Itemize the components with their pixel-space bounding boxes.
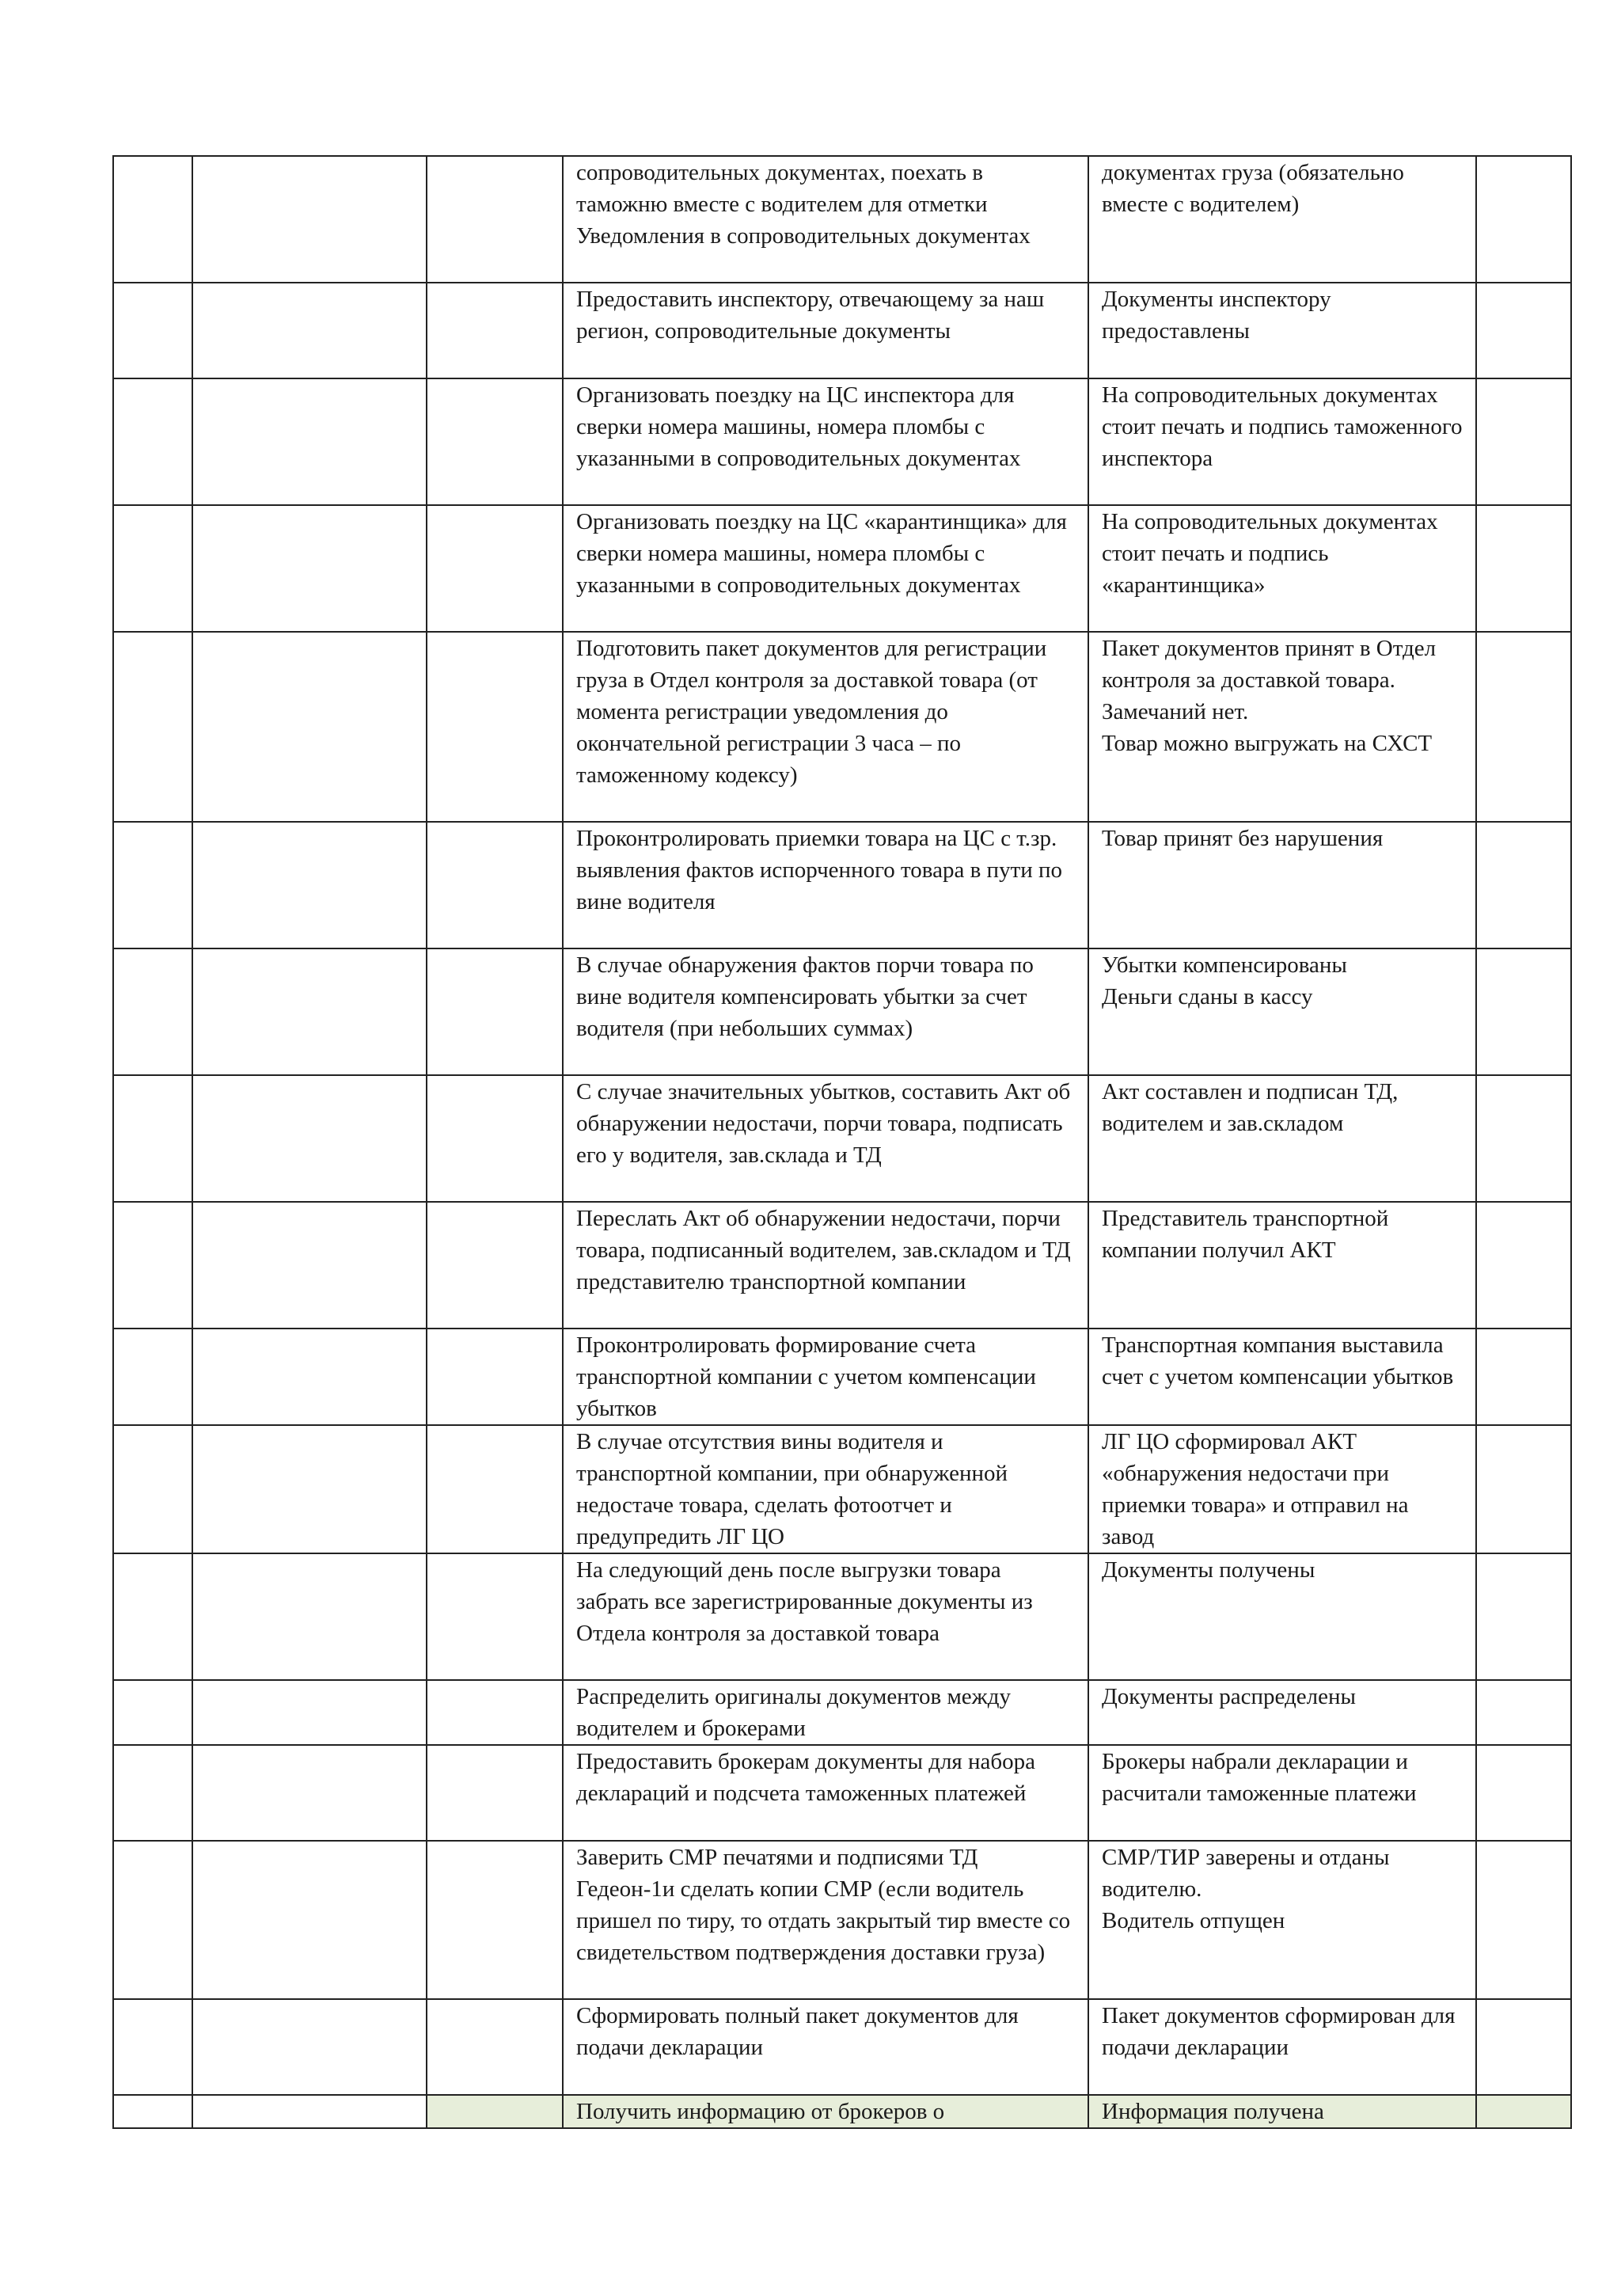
result-cell: Информация получена [1088,2095,1476,2128]
empty-cell [192,1202,427,1329]
empty-cell [113,1202,192,1329]
table-row [113,632,1571,822]
table-row [113,1999,1571,2095]
empty-cell [427,1841,563,1999]
result-cell: Документы распределены [1088,1680,1476,1745]
result-cell: Брокеры набрали декларации и расчитали таможенные платежи [1088,1745,1476,1841]
empty-cell [113,822,192,948]
empty-cell [427,632,563,822]
result-cell: Акт составлен и подписан ТД, водителем и зав.складом [1088,1075,1476,1202]
empty-cell [427,1329,563,1425]
empty-cell [1476,1553,1571,1680]
empty-cell [192,1329,427,1425]
table-row [113,822,1571,948]
empty-cell [192,156,427,283]
result-cell: документах груза (обязательно вместе с водителем) [1088,156,1476,283]
empty-cell [427,378,563,505]
empty-cell [113,505,192,632]
result-cell: ЛГ ЦО сформировал АКТ «обнаружения недостачи при приемки товара» и отправил на завод [1088,1425,1476,1553]
empty-cell [192,283,427,378]
table-row [113,1425,1571,1553]
table-row [113,1075,1571,1202]
action-cell: Заверить СМР печатями и подписями ТД Гедеон-1и сделать копии СМР (если водитель пришел по тиру, то отдать закрытый тир вместе со свидетельством подтверждения доставки груза) [563,1841,1088,1999]
result-cell: СМР/ТИР заверены и отданы водителю. Водитель отпущен [1088,1841,1476,1999]
empty-cell [113,156,192,283]
action-cell: Подготовить пакет документов для регистрации груза в Отдел контроля за доставкой товара (от момента регистрации уведомления до окончательной регистрации 3 часа – по таможенному кодексу) [563,632,1088,822]
empty-cell [1476,283,1571,378]
action-cell: Предоставить инспектору, отвечающему за наш регион, сопроводительные документы [563,283,1088,378]
action-cell: Проконтролировать приемки товара на ЦС с т.зр. выявления фактов испорченного товара в пути по вине водителя [563,822,1088,948]
empty-cell [1476,2095,1571,2128]
table-row [113,378,1571,505]
action-cell: В случае отсутствия вины водителя и транспортной компании, при обнаруженной недостаче товара, сделать фотоотчет и предупредить ЛГ ЦО [563,1425,1088,1553]
empty-cell [427,283,563,378]
empty-cell [113,2095,192,2128]
empty-cell [427,505,563,632]
table-row [113,156,1571,283]
empty-cell [113,1999,192,2095]
empty-cell [427,1075,563,1202]
empty-cell [192,1553,427,1680]
action-cell: С случае значительных убытков, составить Акт об обнаружении недостачи, порчи товара, подписать его у водителя, зав.склада и ТД [563,1075,1088,1202]
empty-cell [1476,632,1571,822]
empty-cell [1476,1999,1571,2095]
empty-cell [192,1841,427,1999]
table-row [113,948,1571,1075]
action-cell: Организовать поездку на ЦС «карантинщика» для сверки номера машины, номера пломбы с указанными в сопроводительных документах [563,505,1088,632]
empty-cell [192,505,427,632]
table-row-highlighted [113,2095,1571,2128]
empty-cell [113,1553,192,1680]
empty-cell [427,1425,563,1553]
empty-cell [192,822,427,948]
empty-cell [113,1329,192,1425]
empty-cell [113,1075,192,1202]
result-cell: Документы получены [1088,1553,1476,1680]
empty-cell [427,156,563,283]
empty-cell [192,378,427,505]
empty-cell [113,948,192,1075]
empty-cell [113,283,192,378]
process-table [112,155,1572,2129]
table-row [113,1680,1571,1745]
empty-cell [113,378,192,505]
action-cell: Распределить оригиналы документов между водителем и брокерами [563,1680,1088,1745]
empty-cell [427,1999,563,2095]
empty-cell [192,1999,427,2095]
empty-cell [113,1425,192,1553]
result-cell: На сопроводительных документах стоит печать и подпись таможенного инспектора [1088,378,1476,505]
empty-cell [113,1680,192,1745]
result-cell: Представитель транспортной компании получил АКТ [1088,1202,1476,1329]
empty-cell [192,1075,427,1202]
empty-cell [192,1680,427,1745]
result-cell: Документы инспектору предоставлены [1088,283,1476,378]
result-cell: На сопроводительных документах стоит печать и подпись «карантинщика» [1088,505,1476,632]
empty-cell [113,1841,192,1999]
empty-cell [1476,1841,1571,1999]
empty-cell [192,1425,427,1553]
empty-cell [427,1553,563,1680]
empty-cell [1476,378,1571,505]
empty-cell [427,1202,563,1329]
empty-cell [427,1680,563,1745]
table-row [113,1553,1571,1680]
empty-cell [1476,1075,1571,1202]
result-cell: Товар принят без нарушения [1088,822,1476,948]
empty-cell [427,1745,563,1841]
action-cell: Сформировать полный пакет документов для подачи декларации [563,1999,1088,2095]
empty-cell [427,948,563,1075]
empty-cell [1476,1745,1571,1841]
empty-cell [1476,1202,1571,1329]
empty-cell [427,822,563,948]
empty-cell [192,2095,427,2128]
empty-cell [113,1745,192,1841]
action-cell: На следующий день после выгрузки товара забрать все зарегистрированные документы из Отдела контроля за доставкой товара [563,1553,1088,1680]
table-row [113,1329,1571,1425]
table-row [113,505,1571,632]
empty-cell [192,948,427,1075]
table-row [113,1202,1571,1329]
table-row [113,1745,1571,1841]
empty-cell [427,2095,563,2128]
action-cell: Предоставить брокерам документы для набора деклараций и подсчета таможенных платежей [563,1745,1088,1841]
empty-cell [1476,948,1571,1075]
action-cell: Переслать Акт об обнаружении недостачи, порчи товара, подписанный водителем, зав.складом и ТД представителю транспортной компании [563,1202,1088,1329]
action-cell: Получить информацию от брокеров о [563,2095,1088,2128]
result-cell: Пакет документов сформирован для подачи декларации [1088,1999,1476,2095]
empty-cell [113,632,192,822]
empty-cell [1476,1680,1571,1745]
empty-cell [1476,505,1571,632]
empty-cell [1476,1425,1571,1553]
empty-cell [192,632,427,822]
result-cell: Пакет документов принят в Отдел контроля за доставкой товара. Замечаний нет. Товар можно выгружать на СХСТ [1088,632,1476,822]
empty-cell [192,1745,427,1841]
result-cell: Убытки компенсированы Деньги сданы в кассу [1088,948,1476,1075]
empty-cell [1476,156,1571,283]
empty-cell [1476,1329,1571,1425]
result-cell: Транспортная компания выставила счет с учетом компенсации убытков [1088,1329,1476,1425]
empty-cell [1476,822,1571,948]
action-cell: Проконтролировать формирование счета транспортной компании с учетом компенсации убытков [563,1329,1088,1425]
action-cell: В случае обнаружения фактов порчи товара по вине водителя компенсировать убытки за счет водителя (при небольших суммах) [563,948,1088,1075]
table-row [113,1841,1571,1999]
action-cell: Организовать поездку на ЦС инспектора для сверки номера машины, номера пломбы с указанными в сопроводительных документах [563,378,1088,505]
action-cell: сопроводительных документах, поехать в таможню вместе с водителем для отметки Уведомления в сопроводительных документах [563,156,1088,283]
table-row [113,283,1571,378]
